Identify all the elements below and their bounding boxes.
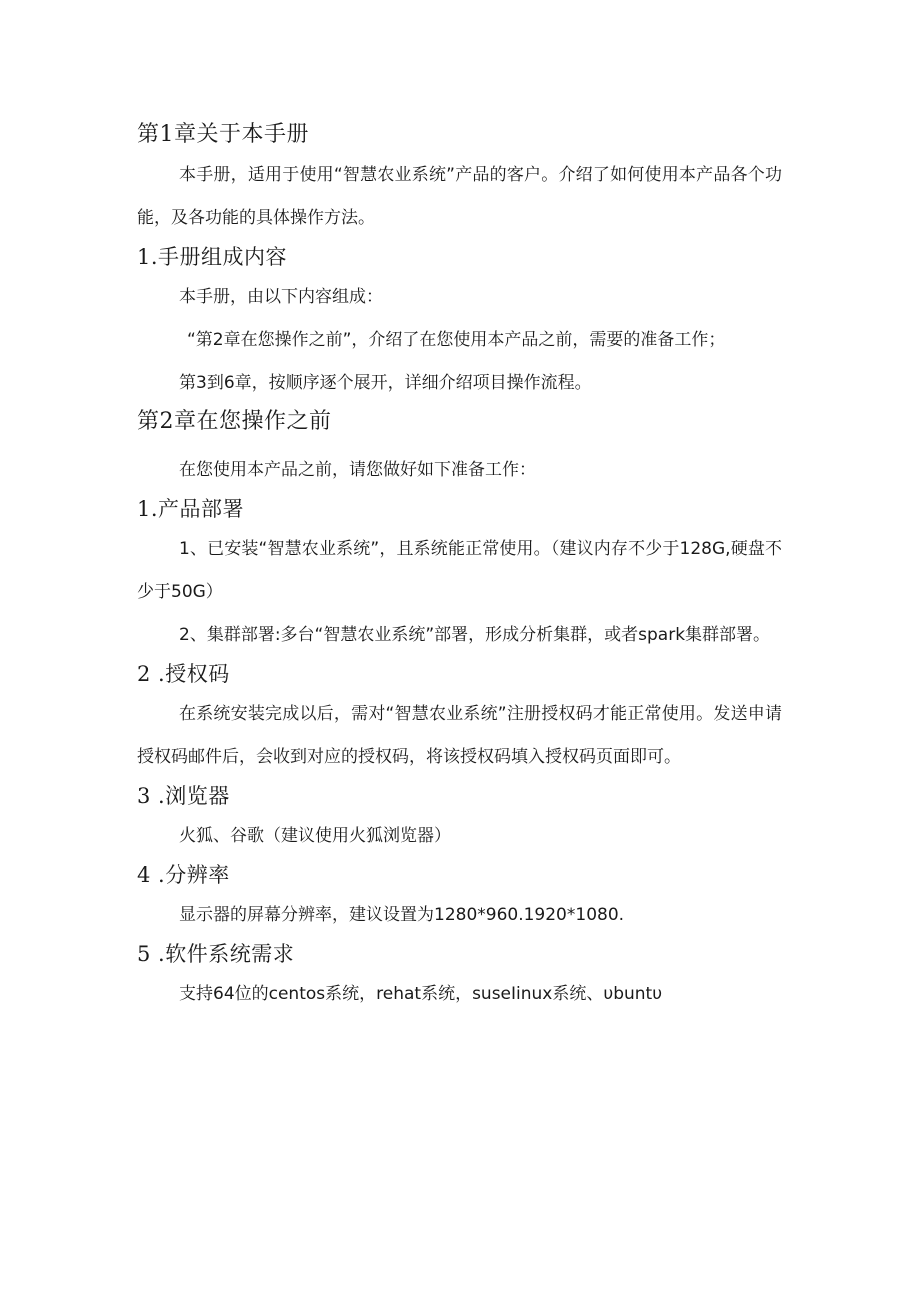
- software-requirements-paragraph: 支持64位的centos系统，rehat系统，suseIinux系统、υbuntυ: [179, 984, 663, 1004]
- chapter-1-title: 第1章关于本手册: [137, 122, 309, 147]
- section-license-code-title: 2 .授权码: [137, 662, 230, 686]
- section-resolution-title: 4 .分辨率: [137, 863, 230, 887]
- chapter-2-title: 第2章在您操作之前: [137, 409, 332, 434]
- manual-contents-paragraph-2: “第2章在您操作之前”，介绍了在您使用本产品之前，需要的准备工作；: [187, 330, 726, 350]
- section-manual-contents-title: 1.手册组成内容: [137, 245, 288, 269]
- manual-contents-paragraph-1: 本手册，由以下内容组成：: [179, 287, 383, 307]
- resolution-paragraph: 显示器的屏幕分辨率，建议设置为1280*960.1920*1080.: [179, 905, 625, 925]
- section-product-deployment-title: 1.产品部署: [137, 497, 245, 521]
- chapter-1-intro: 本手册，适用于使用“智慧农业系统”产品的客户。介绍了如何使用本产品各个功能，及各功能的具体操作方法。: [137, 165, 782, 228]
- chapter-2-intro: 在您使用本产品之前，请您做好如下准备工作：: [179, 460, 536, 480]
- product-deployment-paragraph-2: 2、集群部署:多台“智慧农业系统”部署，形成分析集群，或者spark集群部署。: [179, 625, 771, 645]
- product-deployment-paragraph-1: 1、已安装“智慧农业系统”，且系统能正常使用。（建议内存不少于128G,硬盘不少于50G）: [137, 539, 782, 602]
- license-code-paragraph: 在系统安装完成以后，需对“智慧农业系统”注册授权码才能正常使用。发送申请授权码邮件后，会收到对应的授权码，将该授权码填入授权码页面即可。: [137, 704, 782, 767]
- section-software-requirements-title: 5 .软件系统需求: [137, 942, 295, 966]
- section-browser-title: 3 .浏览器: [137, 784, 230, 808]
- browser-paragraph: 火狐、谷歌（建议使用火狐浏览器）: [179, 826, 451, 846]
- manual-contents-paragraph-3: 第3到6章，按顺序逐个展开，详细介绍项目操作流程。: [179, 373, 592, 393]
